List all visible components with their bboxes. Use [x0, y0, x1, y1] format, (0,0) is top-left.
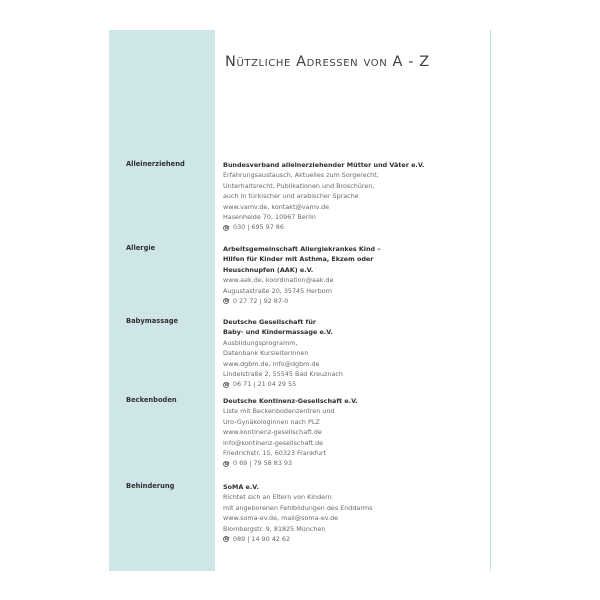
phone-line [223, 534, 488, 544]
page-title: Nützliche Adressen von A - Z [225, 54, 430, 70]
phone-icon: ☎ [224, 299, 230, 305]
address-details [223, 396, 488, 469]
detail-line: auch in türkischer und arabischer Sprache [223, 192, 359, 201]
address-details [223, 160, 488, 233]
detail-line: info@kontinenz-gesellschaft.de [223, 438, 324, 447]
phone-line [223, 458, 488, 468]
category-label: Beckenboden [126, 396, 177, 404]
detail-line: www.dgbm.de, info@dgbm.de [223, 359, 320, 368]
detail-line: Friedrichstr. 15, 60323 Frankfurt [223, 449, 326, 458]
organization-name: Arbeitsgemeinschaft Allergiekrankes Kind – [223, 245, 381, 253]
detail-line: Datenbank Kursleiterinnen [223, 349, 309, 358]
address-details [223, 482, 488, 544]
detail-line: Liste mit Beckenbodenzentren und [223, 407, 335, 416]
category-label: Behinderung [126, 482, 175, 490]
address-details [223, 244, 488, 306]
detail-line: Blombergstr. 9, 81825 München [223, 524, 326, 533]
organization-name: Bundesverband alleinerziehender Mütter und Väter e.V. [223, 161, 425, 169]
detail-line: Erfahrungsaustausch, Aktuelles zum Sorgerecht, [223, 171, 379, 180]
phone-line [223, 222, 488, 232]
phone-number: 030 | 695 97 86 [233, 223, 284, 232]
detail-line: Unterhaltsrecht, Publikationen und Broschüren, [223, 181, 375, 190]
phone-line [223, 296, 488, 306]
phone-icon: ☎ [224, 225, 230, 231]
detail-line: Richtet sich an Eltern von Kindern [223, 493, 332, 502]
organization-name: SoMA e.V. [223, 483, 259, 491]
detail-line: Augustastraße 20, 35745 Herborn [223, 286, 333, 295]
detail-line: Ausbildungsprogramm, [223, 338, 298, 347]
detail-line: mit angeborenen Fehlbildungen des Enddarms [223, 503, 373, 512]
document-page [109, 30, 491, 571]
phone-icon: ☎ [224, 537, 230, 543]
detail-line: www.vamv.de, kontakt@vamv.de [223, 202, 330, 211]
category-label: Allergie [126, 244, 156, 252]
phone-number: 06 71 | 21 04 29 55 [233, 380, 297, 389]
page-edge-rule [490, 30, 491, 571]
organization-name: Deutsche Gesellschaft für [223, 318, 317, 326]
phone-number: 0 69 | 79 58 83 93 [233, 459, 293, 468]
detail-line: www.aak.de, koordination@aak.de [223, 276, 334, 285]
phone-number: 089 | 14 90 42 62 [233, 535, 291, 544]
detail-line: Uro-Gynäkologinnen nach PLZ [223, 417, 320, 426]
phone-line [223, 379, 488, 389]
phone-number: 0 27 72 | 92 87-0 [233, 297, 289, 306]
address-details [223, 317, 488, 390]
category-label: Babymassage [126, 317, 179, 325]
detail-line: Hasenheide 70, 10967 Berlin [223, 213, 316, 222]
phone-icon: ☎ [224, 382, 230, 388]
detail-line: www.kontinenz-gesellschaft.de [223, 428, 322, 437]
organization-name: Hilfen für Kinder mit Asthma, Ekzem oder [223, 255, 374, 264]
organization-name: Heuschnupfen (AAK) e.V. [223, 265, 314, 274]
detail-line: www.soma-ev.de, mail@soma-ev.de [223, 514, 339, 523]
detail-line: Lindelstraße 2, 55545 Bad Kreuznach [223, 370, 343, 379]
organization-name: Deutsche Kontinenz-Gesellschaft e.V. [223, 397, 358, 405]
phone-icon: ☎ [224, 461, 230, 467]
category-label: Alleinerziehend [126, 160, 185, 168]
organization-name: Baby- und Kindermassage e.V. [223, 328, 333, 337]
